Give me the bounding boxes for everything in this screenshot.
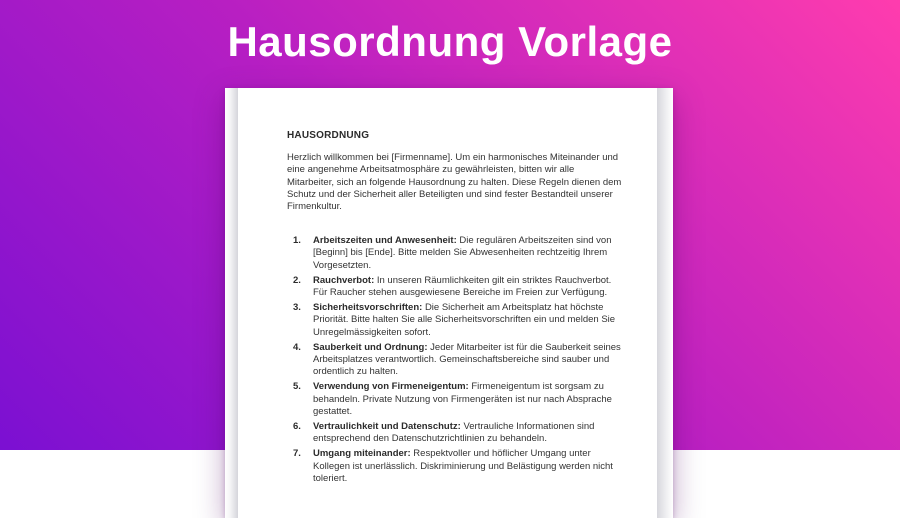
rule-item-2 <box>287 275 622 299</box>
rule-body: In unseren Räumlichkeiten gilt ein striktes Rauchverbot. Für Raucher stehen ausgewiesene Bereiche im Freien zur Verfügung. <box>313 274 612 299</box>
document-content <box>238 88 657 518</box>
rule-label: Vertraulichkeit und Datenschutz: <box>313 421 461 433</box>
rule-number: 5. <box>293 381 301 393</box>
rule-text <box>313 275 622 299</box>
rule-number: 3. <box>293 302 301 314</box>
rule-text <box>313 381 622 418</box>
rule-item-7 <box>287 448 622 485</box>
rule-item-4 <box>287 342 622 379</box>
rule-body: Vertrauliche Informationen sind entsprechend den Datenschutzrichtlinien zu behandeln. <box>313 421 595 445</box>
rule-number: 2. <box>293 274 301 286</box>
rule-label: Sicherheitsvorschriften: <box>313 302 423 314</box>
rule-body: Respektvoller und höflicher Umgang unter Kollegen ist unerlässlich. Diskriminierung und Belästigung werden nicht toleriert. <box>313 448 613 484</box>
rule-item-6 <box>287 421 622 445</box>
rule-text <box>313 342 622 379</box>
page-edge-left <box>225 88 238 518</box>
rule-label: Rauchverbot: <box>313 274 375 286</box>
rule-body: Die regulären Arbeitszeiten sind von [Beginn] bis [Ende]. Bitte melden Sie Abwesenheiten rechtzeitig Ihrem Vorgesetzten. <box>313 235 612 271</box>
rule-text <box>313 235 622 272</box>
rule-item-5 <box>287 381 622 418</box>
rule-item-1 <box>287 235 622 272</box>
rule-number: 7. <box>293 448 301 460</box>
rule-body: Firmeneigentum ist sorgsam zu behandeln. Private Nutzung von Firmengeräten ist nur nach Absprache gestattet. <box>313 381 612 417</box>
rule-text <box>313 421 622 445</box>
rule-number: 1. <box>293 235 301 247</box>
document-heading: HAUSORDNUNG <box>287 130 370 141</box>
rule-label: Sauberkeit und Ordnung: <box>313 341 428 353</box>
page-edge-right <box>657 88 673 518</box>
rule-number: 4. <box>293 341 301 353</box>
rule-text <box>313 302 622 339</box>
rule-item-3 <box>287 302 622 339</box>
rule-label: Verwendung von Firmeneigentum: <box>313 381 469 393</box>
rule-body: Jeder Mitarbeiter ist für die Sauberkeit seines Arbeitsplatzes verantwortlich. Gemeinschaftsbereiche sind sauber und ordentlich zu halten. <box>313 341 621 378</box>
rules-list <box>287 235 622 485</box>
rule-body: Die Sicherheit am Arbeitsplatz hat höchste Priorität. Bitte halten Sie alle Sicherheitsvorschriften ein und melden Sie Unregelmässigkeiten sofort. <box>313 302 616 338</box>
rule-text <box>313 448 622 485</box>
page-title: Hausordnung Vorlage <box>227 18 673 65</box>
rule-label: Umgang miteinander: <box>313 448 411 460</box>
document-page <box>225 88 673 518</box>
rule-label: Arbeitszeiten und Anwesenheit: <box>313 235 457 247</box>
document-intro: Herzlich willkommen bei [Firmenname]. Um ein harmonisches Miteinander und eine angenehme Arbeitsatmosphäre zu gewährleisten, bitten wir alle Mitarbeiter, sich an folgende Hausordnung zu halten. Diese Regeln dienen dem Schutz und der Sicherheit aller Beteiligten und sind fester Bestandteil unserer Firmenkultur. <box>287 152 622 213</box>
rule-number: 6. <box>293 421 301 433</box>
